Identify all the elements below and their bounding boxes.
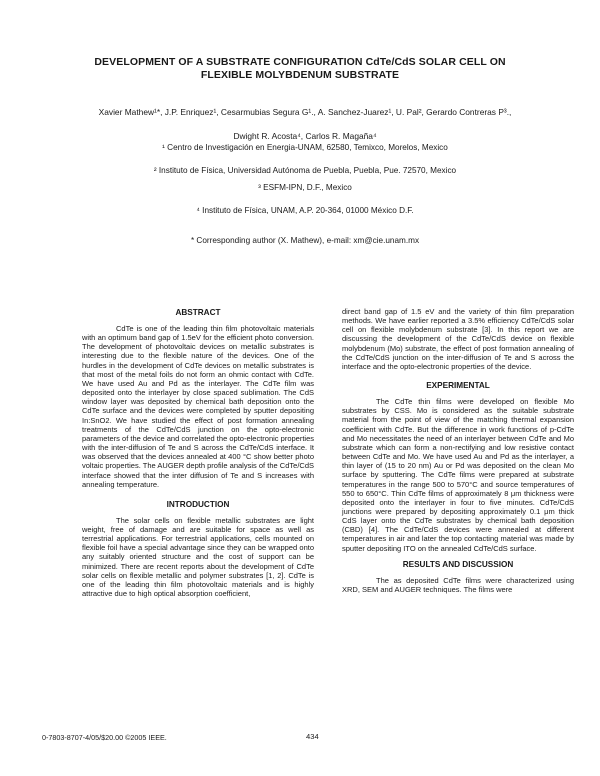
- abstract-text: CdTe is one of the leading thin film photovoltaic materials with an optimum band gap of 1.5eV for the efficient photo conversion. The development of photovoltaic devices on metallic substrates is interesting due to the flexible nature of the devices. One of the hurdles in the development of CdTe devices on metallic substrates is that most of the metal foils do not form an ohmic contact with CdTe. We have used Au and Pd as the interlayer. The CdTe film was deposited onto the interlayer by close spaced sublimation. The CdS window layer was deposited by chemical bath deposition onto the CdTe surface and the devices were completed by sputter depositing In:SnO2. We have studied the effect of post formation annealing treatments of the CdTe/CdS junction on the opto-electronic parameters of the device and correlated the opto-electronic properties with the inter-diffusion of Te and S across the CdTe/CdS interface. It was observed that the devices annealed at 400 °C show better photo voltaic properties. The AUGER depth profile analysis of the CdTe/CdS interface showed that the inter diffusion of Te and S increases with annealing temperature.: [82, 324, 314, 489]
- abstract-heading: ABSTRACT: [175, 308, 221, 317]
- authors-line-1: Xavier Mathew¹*, J.P. Enriquez¹, Cesarmubias Segura G¹., A. Sanchez-Juarez¹, U. Pal², Gerardo Contreras P³.,: [98, 107, 512, 117]
- author-list: [60, 100, 550, 148]
- left-column: [82, 307, 314, 598]
- right-column: [342, 307, 574, 594]
- introduction-heading: INTRODUCTION: [166, 499, 230, 509]
- page-number: 434: [306, 732, 319, 741]
- copyright-notice: 0-7803-8707-4/05/$20.00 ©2005 IEEE.: [42, 733, 167, 742]
- affiliation-3: ³ ESFM-IPN, D.F., Mexico: [258, 183, 352, 192]
- affiliation-4: ⁴ Instituto de Física, UNAM, A.P. 20-364, 01000 México D.F.: [196, 206, 414, 215]
- results-heading: RESULTS AND DISCUSSION: [402, 559, 514, 569]
- introduction-continued-text: direct band gap of 1.5 eV and the variety of thin film preparation methods. We have earlier reported a 3.5% efficiency CdTe/CdS solar cell on flexible molybdenum substrate [3]. In this report we are discussing the development of the CdTe/CdS device on flexible molybdenum (Mo) substrate, the effect of post formation annealing of the CdTe/CdS junction on the inter-diffusion of Te and S across the interface and the opto-electronic properties of the device.: [342, 307, 574, 371]
- experimental-heading: EXPERIMENTAL: [426, 381, 490, 391]
- authors-line-2: Dwight R. Acosta⁴, Carlos R. Magaña⁴: [233, 131, 377, 141]
- introduction-text: The solar cells on flexible metallic substrates are light weight, free of damage and are suitable for space as well as terrestrial applications. For terrestrial applications, cells mounted on flexible foil have a special advantage since they can be wrapped onto any suitably oriented structure and the cost of support can be minimized. There are recent reports about the development of CdTe solar cells on flexible metallic and polymer substrates [1, 2]. CdTe is one of the leading thin film photovoltaic materials and is highly attractive due to high optical absorption coefficient,: [82, 515, 314, 599]
- affiliation-2: ² Instituto de Física, Universidad Autónoma de Puebla, Puebla, Pue. 72570, Mexico: [153, 166, 457, 175]
- corresponding-author: * Corresponding author (X. Mathew), e-mail: xm@cie.unam.mx: [190, 236, 420, 245]
- paper-title: DEVELOPMENT OF A SUBSTRATE CONFIGURATION CdTe/CdS SOLAR CELL ON FLEXIBLE MOLYBDENUM SUBSTRATE: [94, 56, 506, 81]
- results-text: The as deposited CdTe films were characterized using XRD, SEM and AUGER techniques. The films were: [342, 575, 574, 594]
- affiliation-1: ¹ Centro de Investigación en Energia-UNAM, 62580, Temixco, Morelos, Mexico: [162, 143, 448, 152]
- experimental-text: The CdTe thin films were developed on flexible Mo substrates by CSS. Mo is considered as the suitable substrate material from the point of view of the matching thermal expansion coefficient with CdTe. But the difference in work functions of p-CdTe and Mo necessitates the need of an interlayer between CdTe and Mo substrate which can form a non-rectifying and low resistive contact between CdTe and Mo. We have used Au and Pd as the interlayer, a thin layer of (15 to 20 nm) Au or Pd was deposited on the clean Mo surface by sputtering. The CdTe films were prepared at substrate temperatures in the range 500 to 570°C and source temperatures of 550 to 650°C. Thin CdTe films of approximately 8 μm thickness were deposited onto the interlayer in four to five minutes. CdTe/CdS junctions were prepared by depositing approximately 0.1 μm thick CdS layer onto the CdTe substrates by chemical bath deposition (CBD) [4]. The CdTe/CdS devices were annealed at different temperatures in air and later the top contacting material was made by sputter depositing ITO on the annealed CdTe/CdS surface.: [342, 397, 574, 553]
